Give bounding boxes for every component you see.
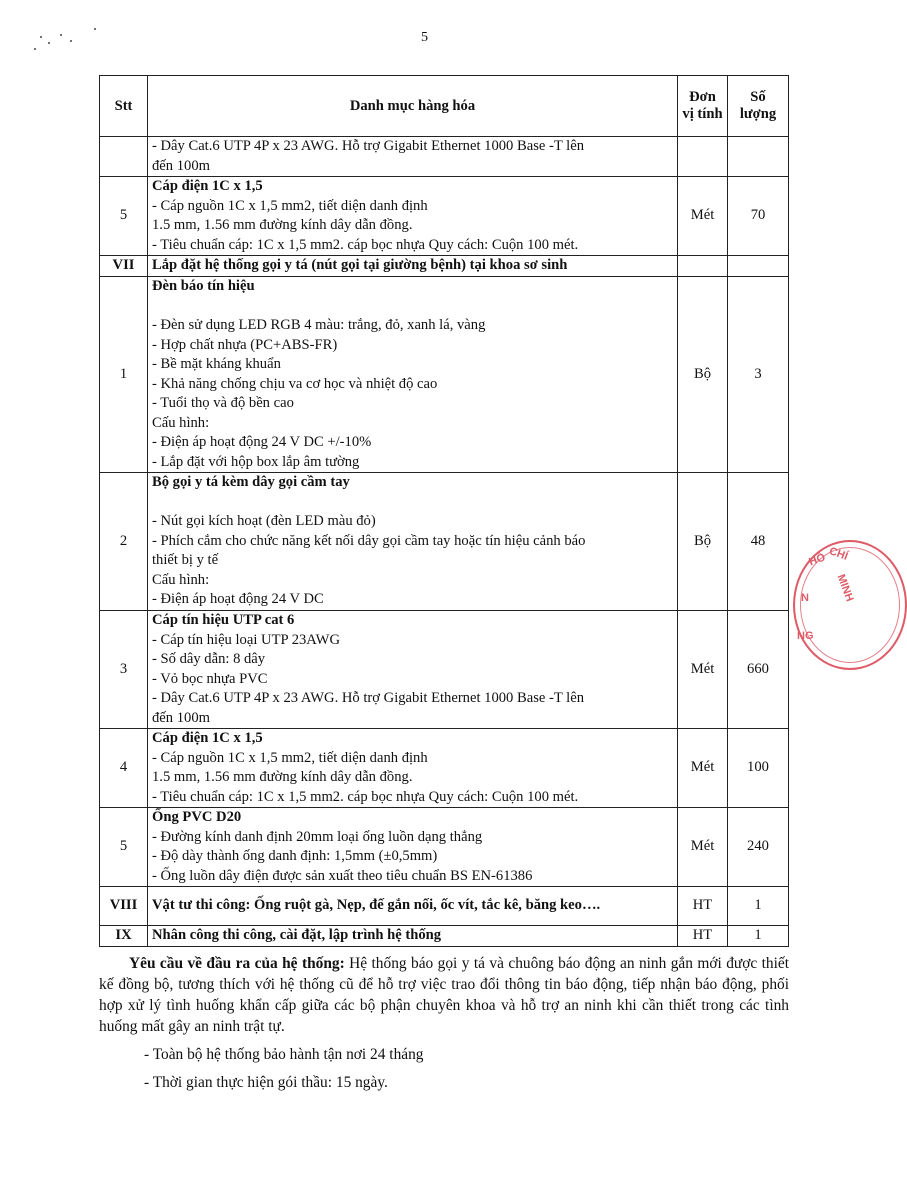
item-row xyxy=(100,808,789,887)
cell-desc: Vật tư thi công: Ống ruột gà, Nẹp, đế gắn nối, ốc vít, tắc kê, băng keo…. xyxy=(148,887,678,926)
cell-stt: IX xyxy=(100,926,148,947)
official-stamp xyxy=(793,540,907,670)
desc-line: đến 100m xyxy=(152,709,210,726)
desc-line: - Ống luồn dây điện được sản xuất theo tiêu chuẩn BS EN-61386 xyxy=(152,867,533,884)
cell-qty xyxy=(728,256,789,277)
item-row xyxy=(100,611,789,729)
stamp-text: N xyxy=(801,592,809,604)
desc-line: - Tiêu chuẩn cáp: 1C x 1,5 mm2. cáp bọc nhựa Quy cách: Cuộn 100 mét. xyxy=(152,236,579,253)
desc-line: - Số dây dẫn: 8 dây xyxy=(152,651,266,667)
desc-line: - Đèn sử dụng LED RGB 4 màu: trắng, đỏ, xanh lá, vàng xyxy=(152,317,486,333)
stamp-text: NG xyxy=(797,630,814,642)
cell-desc xyxy=(148,808,678,887)
cell-unit: HT xyxy=(678,887,728,926)
item-row xyxy=(100,177,789,256)
desc-line: - Tiêu chuẩn cáp: 1C x 1,5 mm2. cáp bọc nhựa Quy cách: Cuộn 100 mét. xyxy=(152,788,579,805)
item-title: Cáp điện 1C x 1,5 xyxy=(152,730,263,746)
desc-line: - Dây Cat.6 UTP 4P x 23 AWG. Hỗ trợ Gigabit Ethernet 1000 Base -T lên xyxy=(152,690,584,706)
cell-stt: 4 xyxy=(100,729,148,808)
cell-desc xyxy=(148,611,678,729)
cell-desc xyxy=(148,473,678,611)
desc-line xyxy=(152,493,673,513)
desc-line: - Cáp tín hiệu loại UTP 23AWG xyxy=(152,631,340,648)
cell-qty: 3 xyxy=(728,277,789,473)
cell-stt: 5 xyxy=(100,177,148,256)
requirement-text: Hệ thống báo gọi y tá và chuông báo động an ninh gắn mới được thiết kế đồng bộ, tương thích với hệ thống cũ để hỗ trợ việc trao đổi thông tin báo động, tiếp nhận báo động, phối hợp xử lý tình huống khẩn cấp giữa các bộ phận chuyên khoa và hỗ trợ an ninh khi cần thiết trong các tình huống mất gây an ninh trật tự. xyxy=(99,955,789,1035)
desc-line: - Điện áp hoạt động 24 V DC +/-10% xyxy=(152,434,372,450)
section-row xyxy=(100,926,789,947)
desc-line: - Độ dày thành ống danh định: 1,5mm (±0,5mm) xyxy=(152,848,438,864)
header-desc: Danh mục hàng hóa xyxy=(148,76,678,137)
cell-desc: Lắp đặt hệ thống gọi y tá (nút gọi tại giường bệnh) tại khoa sơ sinh xyxy=(148,256,678,277)
item-title: Ống PVC D20 xyxy=(152,809,242,825)
cell-desc: Nhân công thi công, cài đặt, lập trình hệ thống xyxy=(148,926,678,947)
desc-line: - Nút gọi kích hoạt (đèn LED màu đỏ) xyxy=(152,513,376,530)
item-title: Cáp điện 1C x 1,5 xyxy=(152,178,263,194)
desc-line: - Đường kính danh định 20mm loại ống luồn dạng thẳng xyxy=(152,828,483,845)
item-title: Cáp tín hiệu UTP cat 6 xyxy=(152,612,295,628)
goods-table xyxy=(99,75,789,947)
requirement-label: Yêu cầu về đầu ra của hệ thống: xyxy=(129,955,345,972)
cell-qty: 100 xyxy=(728,729,789,808)
cell-stt: VIII xyxy=(100,887,148,926)
cell-qty xyxy=(728,137,789,177)
cell-unit: Mét xyxy=(678,808,728,887)
desc-line: - Hợp chất nhựa (PC+ABS-FR) xyxy=(152,336,338,353)
cell-stt: 3 xyxy=(100,611,148,729)
section-row xyxy=(100,887,789,926)
item-row xyxy=(100,473,789,611)
desc-line: - Cáp nguồn 1C x 1,5 mm2, tiết diện danh định xyxy=(152,197,428,214)
cell-stt: VII xyxy=(100,256,148,277)
desc-line: 1.5 mm, 1.56 mm đường kính dây dẫn đồng. xyxy=(152,217,413,233)
desc-line: đến 100m xyxy=(152,157,210,174)
cell-unit: HT xyxy=(678,926,728,947)
output-requirement-paragraph xyxy=(99,953,789,1037)
page-number: 5 xyxy=(421,30,428,45)
cell-unit: Mét xyxy=(678,729,728,808)
desc-line: - Khả năng chống chịu va cơ học và nhiệt độ cao xyxy=(152,375,438,392)
cell-stt xyxy=(100,137,148,177)
desc-line: - Lắp đặt với hộp box lắp âm tường xyxy=(152,453,360,470)
cell-unit: Mét xyxy=(678,611,728,729)
item-row xyxy=(100,729,789,808)
stamp-text: HỒ xyxy=(807,551,828,569)
desc-line: - Dây Cat.6 UTP 4P x 23 AWG. Hỗ trợ Gigabit Ethernet 1000 Base -T lên xyxy=(152,138,584,154)
desc-line: - Phích cắm cho chức năng kết nối dây gọi cầm tay hoặc tín hiệu cảnh báo xyxy=(152,532,586,549)
desc-line: thiết bị y tế xyxy=(152,552,219,569)
cell-unit xyxy=(678,137,728,177)
cell-unit: Bộ xyxy=(678,277,728,473)
cell-unit: Bộ xyxy=(678,473,728,611)
desc-line: Cấu hình: xyxy=(152,571,210,588)
footer-text xyxy=(99,953,789,1093)
cell-qty: 1 xyxy=(728,887,789,926)
footer-bullet: - Toàn bộ hệ thống bảo hành tận nơi 24 tháng xyxy=(144,1046,424,1063)
cell-stt: 5 xyxy=(100,808,148,887)
cell-desc xyxy=(148,277,678,473)
stamp-text: MINH xyxy=(834,572,856,604)
table-header-row xyxy=(100,76,789,137)
header-unit: Đơn vị tính xyxy=(678,76,728,137)
item-title: Bộ gọi y tá kèm dây gọi cầm tay xyxy=(152,474,350,491)
cell-desc xyxy=(148,137,678,177)
desc-line xyxy=(152,297,673,317)
desc-line: - Bề mặt kháng khuẩn xyxy=(152,356,281,372)
desc-line: 1.5 mm, 1.56 mm đường kính dây dẫn đồng. xyxy=(152,769,413,785)
cell-qty: 1 xyxy=(728,926,789,947)
item-row xyxy=(100,277,789,473)
desc-line: - Tuổi thọ và độ bền cao xyxy=(152,395,294,411)
header-stt: Stt xyxy=(100,76,148,137)
cell-qty: 240 xyxy=(728,808,789,887)
cell-qty: 70 xyxy=(728,177,789,256)
cell-unit: Mét xyxy=(678,177,728,256)
cell-desc xyxy=(148,177,678,256)
desc-line: - Cáp nguồn 1C x 1,5 mm2, tiết diện danh định xyxy=(152,749,428,766)
item-title: Đèn báo tín hiệu xyxy=(152,278,255,294)
cell-qty: 660 xyxy=(728,611,789,729)
desc-line: Cấu hình: xyxy=(152,414,210,431)
section-row xyxy=(100,256,789,277)
header-qty: Số lượng xyxy=(728,76,789,137)
desc-line: - Điện áp hoạt động 24 V DC xyxy=(152,591,324,608)
cell-unit xyxy=(678,256,728,277)
cell-stt: 2 xyxy=(100,473,148,611)
cell-desc xyxy=(148,729,678,808)
desc-line: - Vỏ bọc nhựa PVC xyxy=(152,670,268,687)
continuation-row xyxy=(100,137,789,177)
cell-qty: 48 xyxy=(728,473,789,611)
footer-bullet: - Thời gian thực hiện gói thầu: 15 ngày. xyxy=(144,1074,388,1091)
stamp-text: CHÍ xyxy=(827,545,850,563)
cell-stt: 1 xyxy=(100,277,148,473)
